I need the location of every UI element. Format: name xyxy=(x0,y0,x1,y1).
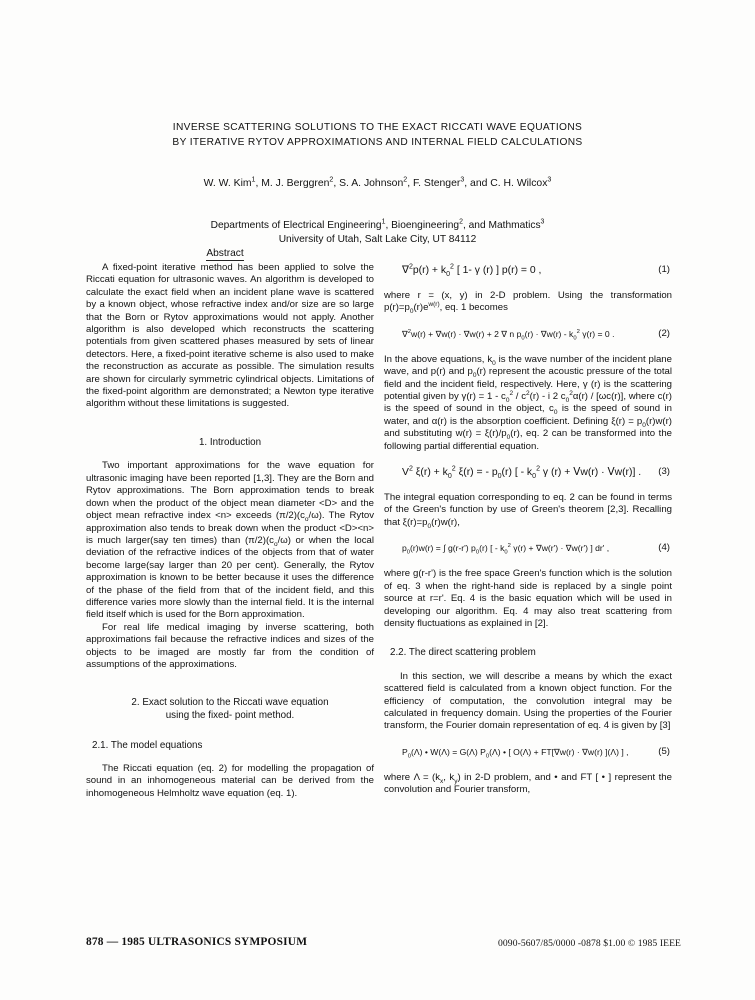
right-column xyxy=(384,262,672,797)
equation-5-number: (5) xyxy=(658,745,670,757)
text-b: is the wave number of the incident plane wave, and p(r) and p xyxy=(384,353,672,378)
paragraph-after-eq3 xyxy=(384,492,672,529)
abstract-heading-text: Abstract xyxy=(206,248,244,259)
subscript-0: 0 xyxy=(642,421,646,429)
intro-text-b: /ω). The Rytov approximation also tends to break down when the product <D><n> is much larger(say ten times) than (π/2)(c xyxy=(86,510,374,546)
text-b: , k xyxy=(443,771,455,783)
affil-marker: 3 xyxy=(540,218,545,226)
affil-marker: 3 xyxy=(460,176,465,184)
section-heading-2-line1: 2. Exact solution to the Riccati wave equation xyxy=(131,697,329,709)
equation-4 xyxy=(384,540,672,557)
subscript-o: o xyxy=(273,540,278,548)
equation-1-number: (1) xyxy=(658,264,670,275)
equation-2-number: (2) xyxy=(658,327,670,339)
abstract-paragraph: A fixed-point iterative method has been applied to solve the Riccati equation for ultrasonic waves. An algorithm is developed to calculate the exact field when an incident plane wave is scattered by a known object, whose refractive index and/or size are so large that the Born or Rytov approximations would not apply. Another algorithm is also developed which reconstructs the scattering potentials from given scattered phases measured by sets of linear detectors. Here, a fixed-point iterative scheme is also used to make the reconstruction as accurate as possible. The simulation results are shown for circularly symmetric cylindrical objects. Limitations of the fixed-point algorithm are demonstrated; a Newton type iterative algorithm without these limitations is suggested. xyxy=(86,262,374,410)
text-a: In the above equations, k xyxy=(384,353,493,365)
equation-5-body: $P_0(\Lambda)$ • W(Λ) = G(Λ) $P_0(\Lambda)$ • [ O(Λ) + FT[∇w(r) · ∇w(r) ](Λ) ] , xyxy=(402,746,629,760)
affiliation-university: University of Utah, Salt Lake City, UT 84112 xyxy=(278,234,477,245)
subscript-0: 0 xyxy=(553,409,558,417)
paragraph-after-eq2: In the above equations, $k_0$ is the wave number of the incident plane wave, and p(r) and $p_0(r)$ represent the acoustic pressure of the total field and the incident field, respectively. Here, γ (r) is the scattering potential given by $\gamma(r) = 1 - c_0^2 / c^2(r) - i$ 2 $c_0^2\alpha(r) / [\omega c(r)]$, where c(r) is the speed of sound in the object, $c_0$ is the speed of sound in water, and α(r) is the absorption coefficient. Defining $\xi(r) = p_0(r)w(r)$ and substituting $w(r) = \xi(r)/p_0(r)$, eq. 2 can be transformed into the following partial differential equation. xyxy=(384,353,672,452)
paragraph-after-eq1: where r = (x, y) in 2-D problem. Using the transformation $p(r)=p_0(r)e^{w(r)}$, eq. 1 becomes xyxy=(384,290,672,316)
text-a: where Λ = (k xyxy=(384,771,440,783)
intro-paragraph-1 xyxy=(86,460,374,621)
left-column xyxy=(86,262,374,800)
text-c: (r) represent the acoustic pressure of the total field and the incident field, respectively. Here, γ (r) is the scattering potential given by xyxy=(384,366,672,403)
affil-marker: 1 xyxy=(381,218,386,226)
footer-left: 878 — 1985 ULTRASONICS SYMPOSIUM xyxy=(86,936,308,948)
subscript-0: 0 xyxy=(472,372,477,380)
affil-marker: 2 xyxy=(403,176,408,184)
text-a: The integral equation corresponding to eq. 2 can be found in terms of the Green's function by use of Green's theorem [2,3]. Recalling that ξ(r)=p xyxy=(384,492,672,528)
text-g: (r), eq. 2 can be transformed into the following partial differential equation. xyxy=(384,428,672,452)
equation-2-body: ∇$^2$w(r) + ∇w(r) · ∇w(r) + 2 ∇ n $p_0(r) \cdot \nabla w(r) - k_0^2$ γ(r) = 0 . xyxy=(402,328,615,342)
text-e: is the speed of sound in water, and α(r) is the absorption coefficient. Defining ξ(r) = p xyxy=(384,403,672,427)
affil-marker: 2 xyxy=(459,218,463,226)
section-heading-2-2: 2.2. The direct scattering problem xyxy=(390,647,536,659)
equation-3-body: $V^2$ $\xi(r) + k_0^2$ ξ(r) = - $p_0(r)$ [ - $k_0^2$ γ (r) + Vw(r) · Vw(r)] . xyxy=(402,465,642,481)
equation-1 xyxy=(384,262,672,279)
affiliation xyxy=(80,219,675,247)
page-title xyxy=(80,120,675,150)
text-c: ) in 2-D problem, and • and FT [ • ] represent the convolution and Fourier transform, xyxy=(384,771,672,796)
author-list: W. W. Kim$^1$, M. J. Berggren$^2$, S. A. Johnson$^2$, F. Stenger$^3$, and C. H. Wilcox$^3$ xyxy=(203,176,552,189)
affil-marker: 1 xyxy=(251,176,256,184)
equation-5 xyxy=(384,744,672,761)
footer-right: 0090-5607/85/0000 -0878 $1.00 © 1985 IEEE xyxy=(498,938,681,949)
subscript-0: 0 xyxy=(506,434,511,442)
subscript-0: 0 xyxy=(492,359,496,367)
affil-marker: 3 xyxy=(547,176,552,184)
section-heading-introduction: 1. Introduction xyxy=(198,436,262,448)
equation-4-number: (4) xyxy=(658,542,670,554)
subscript-0: 0 xyxy=(427,522,432,530)
title-line-2: BY ITERATIVE RYTOV APPROXIMATIONS AND INTERNAL FIELD CALCULATIONS xyxy=(172,137,583,148)
section-heading-2-1: 2.1. The model equations xyxy=(92,739,203,751)
subscript-x: x xyxy=(440,777,444,785)
intro-text-c: /ω) or when the local deviation of the refractive indices of the objects from that of water become large(say larger than 20 per cent). Generally, the Rytov approximation is known to be better because it uses the difference of the phase of the field from that of the incident field, and this difference varies more slowly than the internal field. It is the internal field itself which is used for the Born approximation. xyxy=(86,534,374,621)
intro-paragraph-2: For real life medical imaging by inverse scattering, both approximations fail because the refractive indices and sizes of the objects to be imaged are mostly far from the condition of assumptions of the approximations. xyxy=(86,621,374,670)
text-a: where r = (x, y) in 2-D problem. Using the transformation xyxy=(384,290,672,301)
equation-1-body: $\nabla^2p(r) + k_0^2$ [ 1- γ (r) ] p(r) = 0 , xyxy=(402,263,542,279)
equation-3-number: (3) xyxy=(658,466,670,478)
section-2-1-paragraph: The Riccati equation (eq. 2) for modelling the propagation of sound in an inhomogeneous material can be derived from the inhomogeneous Helmholtz wave equation (eq. 1). xyxy=(86,762,374,799)
equation-2 xyxy=(384,326,672,343)
affiliation-departments: Departments of Electrical Engineering$^1$, Bioengineering$^2$, and Mathmatics$^3$ xyxy=(210,218,545,231)
paragraph-after-eq5 xyxy=(384,772,672,797)
equation-4-body: $p_0(r)w(r)$ = ∫ g(r-r') $p_0(r)$ [ - $k_0^2$ γ(r) + ∇w(r') · ∇w(r') ] dr' , xyxy=(402,543,610,556)
intro-text-a: Two important approximations for the wave equation for ultrasonic imaging have been reported [1,3]. They are the Born and Rytov approximations. The Born approximation tends to break down when the product of the object mean diameter <D> and the object mean refractive index <n> exceeds (π/2)(c xyxy=(86,460,374,522)
text-f: (r)w(r) and substituting w(r) = ξ(r)/p xyxy=(384,415,672,440)
equation-3 xyxy=(384,464,672,481)
text-b: (r)w(r), xyxy=(431,516,460,528)
section-heading-2-line2: using the fixed- point method. xyxy=(165,709,295,721)
subscript-y: y xyxy=(454,777,458,785)
title-line-1: INVERSE SCATTERING SOLUTIONS TO THE EXACT RICCATI WAVE EQUATIONS xyxy=(172,122,583,133)
paragraph-after-eq4: where g(r-r') is the free space Green's function which is the solution of eq. 3 when the right-hand side is replaced by a single point source at r=r'. Eq. 4 is the basic equation which will be used in developing our algorithm. Eq. 4 may also treat scattering from density fluctuations as explained in [2]. xyxy=(384,568,672,629)
section-2-2-paragraph: In this section, we will describe a means by which the exact scattered field is calculated from a known object function. For the efficiency of computation, the convolution integral may be calculated in frequency domain. Using the properties of the Fourier transform, the Fourier domain representation of eq. 4 is given by [3] xyxy=(384,670,672,732)
abstract-heading xyxy=(80,248,370,259)
subscript-o: o xyxy=(304,516,309,523)
text-d: , where c(r) is the speed of sound in the object, c xyxy=(384,391,672,415)
affil-marker: 2 xyxy=(329,176,334,184)
text-b: , eq. 1 becomes xyxy=(439,302,508,314)
